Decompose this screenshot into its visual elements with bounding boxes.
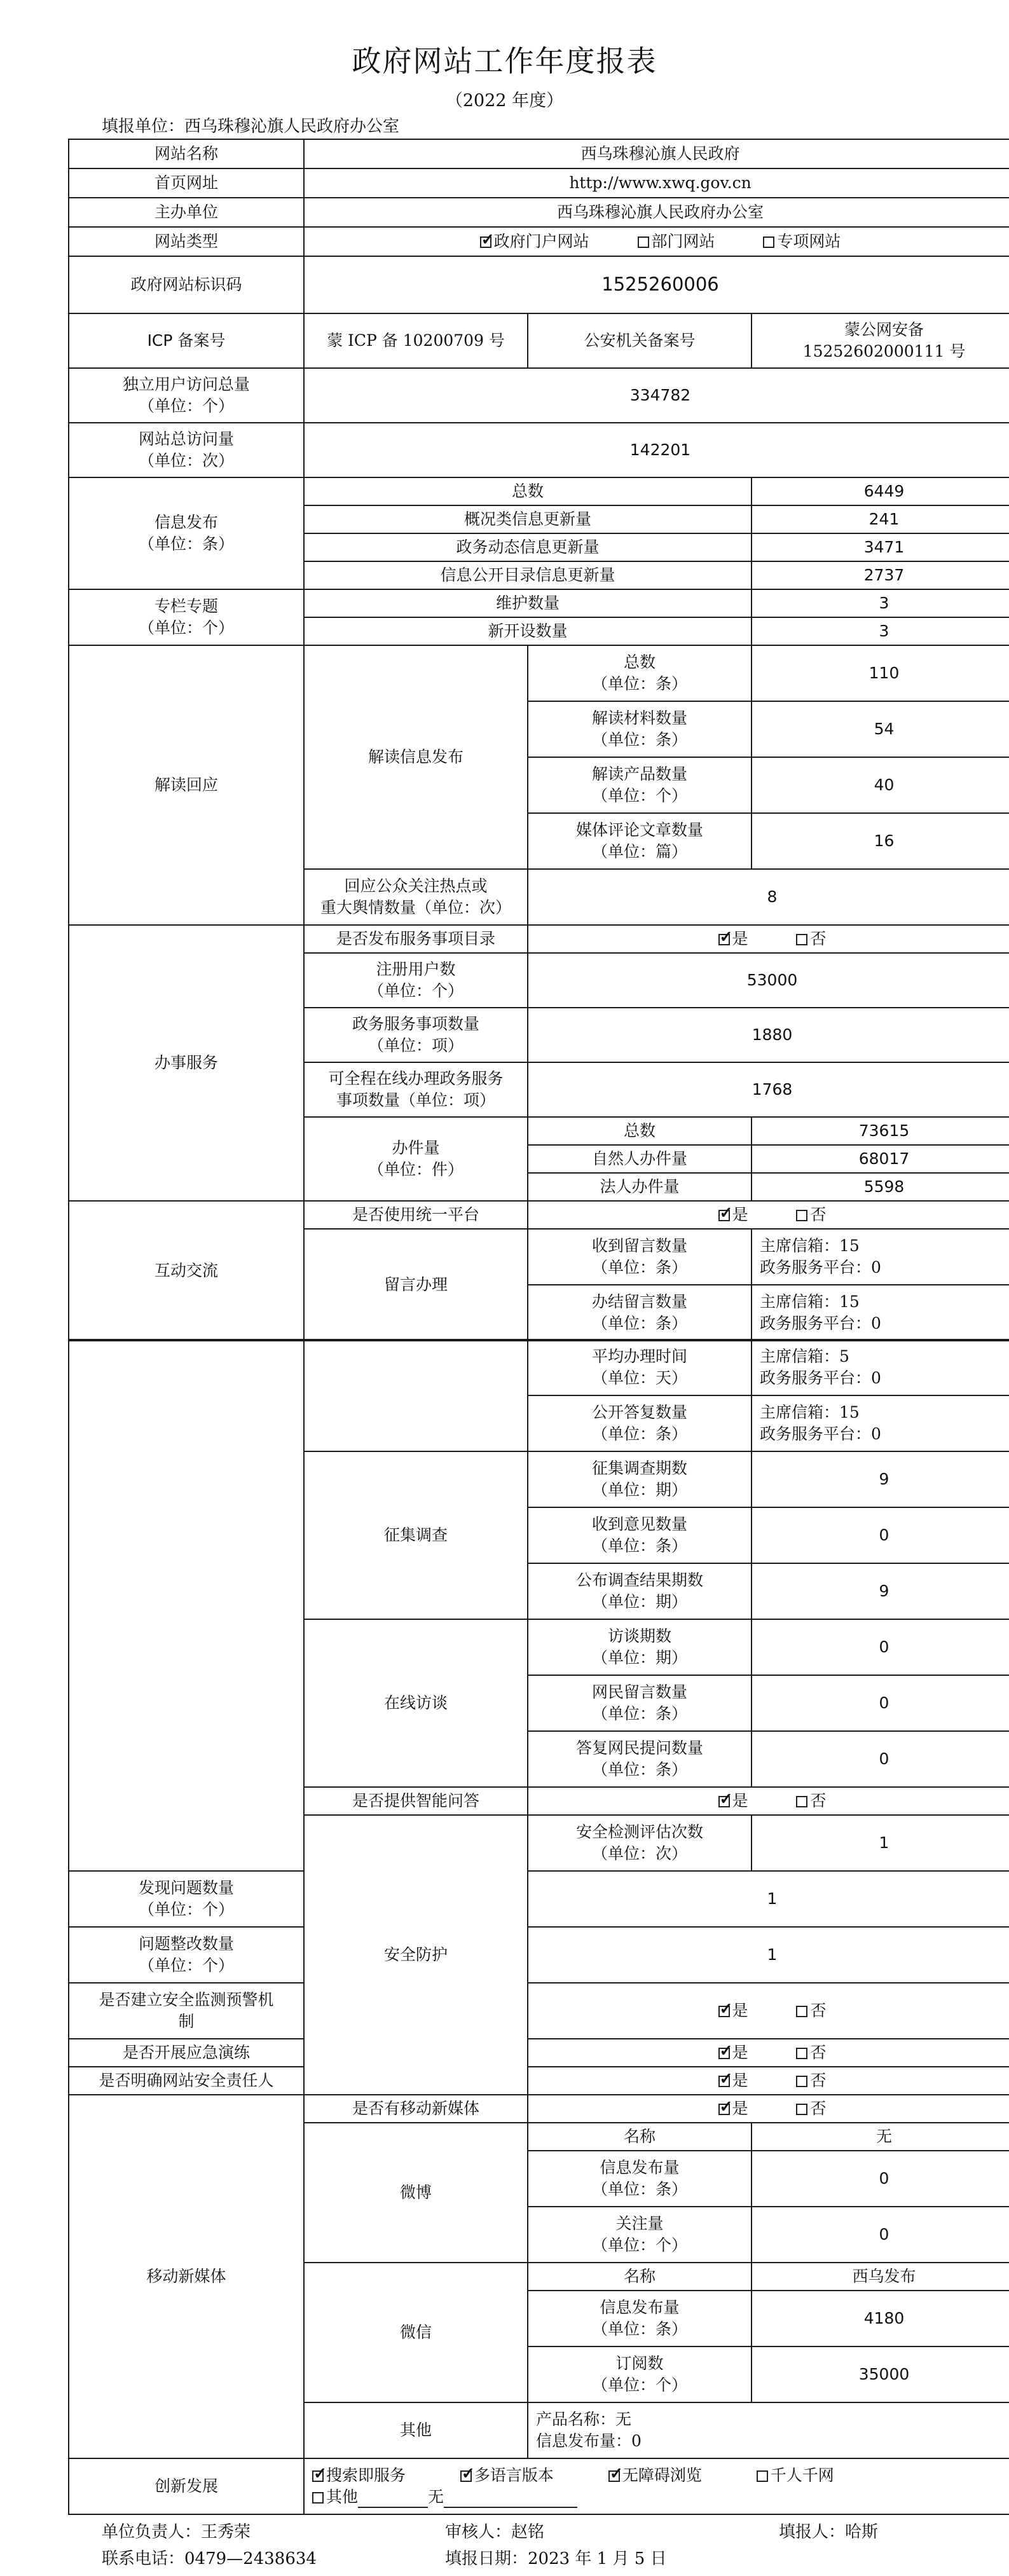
survey-row-value: 0: [752, 1507, 1009, 1563]
checkbox-empty-icon: [796, 2006, 807, 2017]
checkbox-empty-icon: [312, 2492, 324, 2504]
checkbox-empty-icon: [796, 2076, 807, 2087]
checkbox-empty-icon: [796, 2048, 807, 2059]
report-table-page2: [68, 1339, 1009, 2515]
interview-row-label: 答复网民提问数量 （单位：条）: [528, 1731, 752, 1787]
site-type-label: 网站类型: [69, 227, 304, 256]
interact-continued-cell: [69, 1339, 304, 1871]
host-label: 主办单位: [69, 198, 304, 227]
msg-row-label: 平均办理时间 （单位：天）: [528, 1339, 752, 1395]
weibo-name-label: 名称: [528, 2123, 752, 2151]
interp-row-label: 总数 （单位：条）: [528, 645, 752, 701]
wechat-sub-label: 订阅数 （单位：个）: [528, 2346, 752, 2402]
weibo-label: 微博: [304, 2123, 528, 2263]
reg-users-label: 注册用户数 （单位：个）: [304, 953, 528, 1008]
checkbox-checked-icon: [460, 2470, 472, 2482]
catalog-answer: ✓ 是 否: [528, 925, 1009, 953]
info-row-value: 241: [752, 505, 1009, 533]
innovation-label: 创新发展: [69, 2458, 304, 2514]
interview-row-value: 0: [752, 1619, 1009, 1675]
survey-row-value: 9: [752, 1563, 1009, 1619]
interact-section-label: 互动交流: [69, 1201, 304, 1341]
checkbox-checked-icon: [608, 2470, 620, 2482]
pv-label: 网站总访问量 （单位：次）: [69, 423, 304, 477]
security-row-label: 安全检测评估次数 （单位：次）: [528, 1815, 752, 1871]
reg-users-value: 53000: [528, 953, 1009, 1008]
site-name-label: 网站名称: [69, 139, 304, 168]
checkbox-checked-icon: [312, 2470, 324, 2482]
volume-label: 办件量 （单位：件）: [304, 1117, 528, 1201]
innovation-option: 搜索即服务: [326, 2466, 406, 2485]
innovation-option: 千人千网: [770, 2466, 834, 2485]
innovation-other-value: 无: [428, 2488, 444, 2506]
interp-row-value: 110: [752, 645, 1009, 701]
site-id-value: 1525260006: [304, 256, 1009, 313]
info-row-label: 概况类信息更新量: [304, 505, 752, 533]
info-row-label: 信息公开目录信息更新量: [304, 561, 752, 589]
checkbox-checked-icon: [718, 2048, 730, 2059]
mobile-section-label: 移动新媒体: [69, 2095, 304, 2458]
column-row-label: 新开设数量: [304, 617, 752, 645]
filler-person: 填报人：哈斯: [779, 2523, 879, 2542]
weibo-pub-label: 信息发布量 （单位：条）: [528, 2151, 752, 2207]
interp-row-label: 解读产品数量 （单位：个）: [528, 757, 752, 813]
security-owner-label: 是否明确网站安全责任人: [69, 2067, 304, 2095]
service-items-label: 政务服务事项数量 （单位：项）: [304, 1008, 528, 1062]
checkbox-checked-icon: [718, 2076, 730, 2087]
checkbox-empty-icon: [763, 236, 774, 248]
survey-row-label: 收到意见数量 （单位：条）: [528, 1507, 752, 1563]
checkbox-empty-icon: [796, 1210, 807, 1221]
report-title: 政府网站工作年度报表: [352, 44, 657, 78]
home-url-label: 首页网址: [69, 168, 304, 198]
info-section-label: 信息发布 （单位：条）: [69, 477, 304, 589]
response-value: 8: [528, 869, 1009, 925]
site-id-label: 政府网站标识码: [69, 256, 304, 313]
interp-row-value: 54: [752, 701, 1009, 757]
column-row-value: 3: [752, 617, 1009, 645]
msg-row-value: 主席信箱：15 政务服务平台：0: [752, 1395, 1009, 1451]
home-url-value: http://www.xwq.gov.cn: [304, 168, 1009, 198]
survey-row-label: 公布调查结果期数 （单位：期）: [528, 1563, 752, 1619]
interview-row-value: 0: [752, 1675, 1009, 1731]
security-row-value: 1: [752, 1815, 1009, 1871]
drill-label: 是否开展应急演练: [69, 2039, 304, 2067]
warning-mechanism-answer: ✓是 否: [528, 1983, 1009, 2039]
type-option-portal: 政府门户网站: [493, 232, 589, 251]
interview-row-label: 网民留言数量 （单位：条）: [528, 1675, 752, 1731]
warning-mechanism-label: 是否建立安全监测预警机 制: [69, 1983, 304, 2039]
survey-row-label: 征集调查期数 （单位：期）: [528, 1451, 752, 1507]
uv-value: 334782: [304, 368, 1009, 423]
reviewer: 审核人：赵铭: [445, 2523, 545, 2542]
volume-row-value: 68017: [752, 1145, 1009, 1173]
report-table-page1: [68, 139, 1009, 1341]
filling-date: 填报日期：2023 年 1 月 5 日: [445, 2549, 667, 2568]
wechat-sub-value: 35000: [752, 2346, 1009, 2402]
msg-row-value: 主席信箱：15 政务服务平台：0: [752, 1285, 1009, 1341]
online-items-label: 可全程在线办理政务服务 事项数量（单位：项）: [304, 1062, 528, 1117]
uv-label: 独立用户访问总量 （单位：个）: [69, 368, 304, 423]
filling-unit: 填报单位：西乌珠穆沁旗人民政府办公室: [102, 117, 400, 136]
interview-row-label: 访谈期数 （单位：期）: [528, 1619, 752, 1675]
wechat-label: 微信: [304, 2263, 528, 2402]
checkbox-checked-icon: [718, 2104, 730, 2115]
volume-row-label: 总数: [528, 1117, 752, 1145]
checkbox-empty-icon: [638, 236, 649, 248]
wechat-name-value: 西乌发布: [752, 2263, 1009, 2291]
drill-answer: ✓ 是 否: [528, 2039, 1009, 2067]
msg-row-label: 办结留言数量 （单位：条）: [528, 1285, 752, 1341]
security-row-value: 1: [528, 1871, 1009, 1927]
response-label: 回应公众关注热点或 重大舆情数量（单位：次）: [304, 869, 528, 925]
survey-row-value: 9: [752, 1451, 1009, 1507]
site-type-options: [304, 227, 1009, 256]
catalog-label: 是否发布服务事项目录: [304, 925, 528, 953]
interp-section-label: 解读回应: [69, 645, 304, 925]
volume-row-value: 5598: [752, 1173, 1009, 1201]
interp-row-value: 16: [752, 813, 1009, 869]
online-items-value: 1768: [528, 1062, 1009, 1117]
volume-row-label: 法人办件量: [528, 1173, 752, 1201]
interp-row-value: 40: [752, 757, 1009, 813]
info-row-value: 2737: [752, 561, 1009, 589]
column-row-value: 3: [752, 589, 1009, 617]
msg-row-label: 公开答复数量 （单位：条）: [528, 1395, 752, 1451]
unit-principal: 单位负责人：王秀荣: [102, 2523, 251, 2542]
security-row-label: 问题整改数量 （单位：个）: [69, 1927, 304, 1983]
smart-qa-answer: ✓ 是 否: [528, 1787, 1009, 1815]
info-row-value: 3471: [752, 533, 1009, 561]
column-row-label: 维护数量: [304, 589, 752, 617]
volume-row-label: 自然人办件量: [528, 1145, 752, 1173]
interp-sub-label: 解读信息发布: [304, 645, 528, 869]
wechat-pub-label: 信息发布量 （单位：条）: [528, 2291, 752, 2346]
service-section-label: 办事服务: [69, 925, 304, 1201]
checkbox-empty-icon: [796, 2104, 807, 2115]
msg-row-value: 主席信箱：15 政务服务平台：0: [752, 1229, 1009, 1285]
platform-label: 是否使用统一平台: [304, 1201, 528, 1229]
interview-label: 在线访谈: [304, 1619, 528, 1787]
weibo-follow-value: 0: [752, 2207, 1009, 2263]
info-row-label: 政务动态信息更新量: [304, 533, 752, 561]
interp-row-label: 解读材料数量 （单位：条）: [528, 701, 752, 757]
checkbox-checked-icon: [718, 1796, 730, 1807]
site-name-value: 西乌珠穆沁旗人民政府: [304, 139, 1009, 168]
other-media-label: 其他: [304, 2402, 528, 2458]
service-items-value: 1880: [528, 1008, 1009, 1062]
survey-label: 征集调查: [304, 1451, 528, 1619]
volume-row-value: 73615: [752, 1117, 1009, 1145]
report-year: （2022 年度）: [445, 91, 564, 111]
platform-answer: ✓ 是 否: [528, 1201, 1009, 1229]
innovation-option: 多语言版本: [474, 2466, 554, 2485]
security-owner-answer: ✓ 是 否: [528, 2067, 1009, 2095]
pv-value: 142201: [304, 423, 1009, 477]
message-handling-continued: [304, 1339, 528, 1451]
icp-value: 蒙 ICP 备 10200709 号: [304, 313, 528, 368]
checkbox-empty-icon: [757, 2470, 768, 2482]
checkbox-checked-icon: [718, 1210, 730, 1221]
msg-row-label: 收到留言数量 （单位：条）: [528, 1229, 752, 1285]
police-value: 蒙公网安备 15252602000111 号: [752, 313, 1009, 368]
checkbox-checked-icon: [718, 2006, 730, 2017]
has-mobile-label: 是否有移动新媒体: [304, 2095, 528, 2123]
msg-row-value: 主席信箱：5 政务服务平台：0: [752, 1339, 1009, 1395]
type-option-department: 部门网站: [651, 232, 715, 251]
interview-row-value: 0: [752, 1731, 1009, 1787]
checkbox-empty-icon: [796, 1796, 807, 1807]
has-mobile-answer: ✓ 是 否: [528, 2095, 1009, 2123]
info-row-label: 总数: [304, 477, 752, 505]
checkbox-checked-icon: [480, 236, 491, 248]
innovation-other-label: 其他: [326, 2488, 359, 2506]
police-label: 公安机关备案号: [528, 313, 752, 368]
innovation-options: [304, 2458, 1009, 2514]
weibo-follow-label: 关注量 （单位：个）: [528, 2207, 752, 2263]
security-row-value: 1: [528, 1927, 1009, 1983]
innovation-option: 无障碍浏览: [622, 2466, 702, 2485]
message-handling-label: 留言办理: [304, 1229, 528, 1341]
checkbox-checked-icon: [718, 934, 730, 945]
weibo-pub-value: 0: [752, 2151, 1009, 2207]
wechat-pub-value: 4180: [752, 2291, 1009, 2346]
type-option-special: 专项网站: [777, 232, 841, 251]
other-media-value: 产品名称：无 信息发布量：0: [528, 2402, 1009, 2458]
icp-label: ICP 备案号: [69, 313, 304, 368]
wechat-name-label: 名称: [528, 2263, 752, 2291]
column-section-label: 专栏专题 （单位：个）: [69, 589, 304, 645]
checkbox-empty-icon: [796, 934, 807, 945]
host-value: 西乌珠穆沁旗人民政府办公室: [304, 198, 1009, 227]
security-section-label: 安全防护: [304, 1815, 528, 2095]
smart-qa-label: 是否提供智能问答: [304, 1787, 528, 1815]
weibo-name-value: 无: [752, 2123, 1009, 2151]
interp-row-label: 媒体评论文章数量 （单位：篇）: [528, 813, 752, 869]
contact-phone: 联系电话：0479—2438634: [102, 2549, 317, 2568]
security-row-label: 发现问题数量 （单位：个）: [69, 1871, 304, 1927]
info-row-value: 6449: [752, 477, 1009, 505]
